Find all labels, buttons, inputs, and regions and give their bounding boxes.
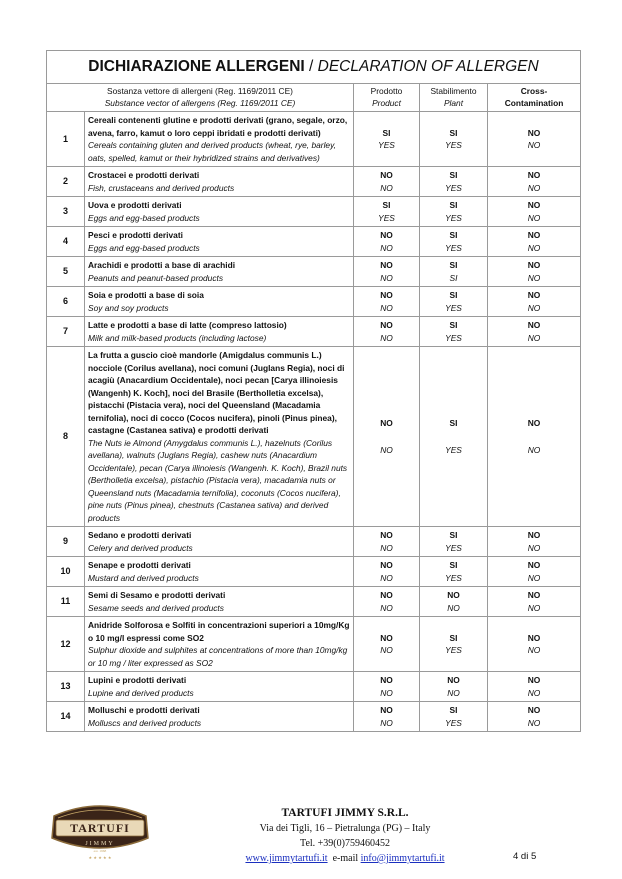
- row-number: 9: [47, 527, 85, 557]
- column-header-plant: [420, 84, 488, 112]
- company-footer: [200, 806, 490, 866]
- website-link[interactable]: www.jimmytartufi.it: [245, 853, 328, 864]
- product-value-it: NO: [380, 705, 393, 715]
- substance-header-en: Substance vector of allergens (Reg. 1169/2011 CE): [104, 97, 296, 108]
- plant-value-it: SI: [449, 290, 458, 300]
- plant-value-it: SI: [449, 260, 458, 270]
- product-value-it: SI: [382, 127, 391, 138]
- allergen-row: [47, 167, 581, 197]
- allergen-name-en: Soy and soy products: [88, 302, 169, 313]
- row-number: 3: [47, 197, 85, 227]
- plant-value-it: SI: [449, 230, 458, 240]
- cross-value: [488, 317, 581, 347]
- cross-value-en: NO: [527, 212, 541, 223]
- plant-value-en: YES: [445, 242, 462, 253]
- plant-value-it: SI: [449, 127, 458, 138]
- plant-value: [420, 702, 488, 732]
- product-value-en: NO: [380, 302, 393, 313]
- cross-value-it: NO: [527, 705, 541, 715]
- cross-value-en: NO: [527, 444, 541, 455]
- product-value: [354, 317, 420, 347]
- product-value: [354, 197, 420, 227]
- allergen-name-it: Uova e prodotti derivati: [88, 200, 182, 210]
- allergen-description: [85, 617, 354, 672]
- allergen-description: [85, 227, 354, 257]
- row-number: 4: [47, 227, 85, 257]
- plant-value-en: YES: [445, 542, 462, 553]
- plant-header-it: Stabilimento: [430, 86, 477, 96]
- cross-value-it: NO: [527, 590, 541, 600]
- product-value: [354, 527, 420, 557]
- cross-value: [488, 672, 581, 702]
- plant-value: [420, 167, 488, 197]
- plant-value-en: YES: [445, 212, 462, 223]
- allergen-name-it: Crostacei e prodotti derivati: [88, 170, 200, 180]
- allergen-row: [47, 587, 581, 617]
- cross-value: [488, 167, 581, 197]
- allergen-row: [47, 672, 581, 702]
- column-header-substance: [47, 84, 354, 112]
- plant-value-it: SI: [449, 170, 458, 180]
- allergen-name-en: Eggs and egg-based products: [88, 242, 200, 253]
- allergen-name-it: Sedano e prodotti derivati: [88, 530, 192, 540]
- plant-value: [420, 672, 488, 702]
- allergen-row: [47, 702, 581, 732]
- plant-value-en: YES: [445, 444, 462, 455]
- row-number: 1: [47, 112, 85, 167]
- product-value-en: NO: [380, 717, 393, 728]
- product-value: [354, 287, 420, 317]
- allergen-description: [85, 317, 354, 347]
- product-value-en: NO: [380, 444, 393, 455]
- product-value: [354, 617, 420, 672]
- company-phone: Tel. +39(0)759460452: [300, 838, 390, 849]
- plant-value: [420, 197, 488, 227]
- product-value-en: NO: [380, 687, 393, 698]
- product-value: [354, 167, 420, 197]
- allergen-name-en: Molluscs and derived products: [88, 717, 202, 728]
- plant-value-it: SI: [449, 320, 458, 330]
- cross-value: [488, 527, 581, 557]
- product-value-en: NO: [380, 182, 393, 193]
- header-row: [47, 84, 581, 112]
- product-value-it: NO: [380, 632, 393, 643]
- logo-brand-text: TARTUFI: [70, 821, 130, 835]
- cross-value-it: NO: [527, 560, 541, 570]
- row-number: 14: [47, 702, 85, 732]
- allergen-name-it: Soia e prodotti a base di soia: [88, 290, 204, 300]
- cross-value-en: NO: [527, 302, 541, 313]
- substance-header-it: Sostanza vettore di allergeni (Reg. 1169/2011 CE): [107, 86, 293, 96]
- plant-value: [420, 617, 488, 672]
- allergen-name-it: Anidride Solforosa e Solfiti in concentrazioni superiori a 10mg/Kg o 10 mg/l espressi come SO2: [88, 620, 350, 643]
- cross-value-it: NO: [527, 260, 541, 270]
- product-value-it: NO: [380, 260, 393, 270]
- title-english: DECLARATION OF ALLERGEN: [317, 57, 539, 75]
- cross-value-en: NO: [527, 717, 541, 728]
- row-number: 8: [47, 347, 85, 527]
- allergen-name-en: Lupine and derived products: [88, 687, 194, 698]
- plant-value-en: YES: [445, 332, 462, 343]
- product-value-it: NO: [380, 418, 393, 428]
- company-contacts: [200, 851, 490, 866]
- plant-value-it: SI: [449, 705, 458, 715]
- allergen-row: [47, 197, 581, 227]
- cross-value-it: NO: [527, 170, 541, 180]
- allergen-name-it: Molluschi e prodotti derivati: [88, 705, 200, 715]
- product-value: [354, 227, 420, 257]
- allergen-name-it: Senape e prodotti derivati: [88, 560, 191, 570]
- allergen-name-it: Cereali contenenti glutine e prodotti derivati (grano, segale, orzo, avena, farro, kamut o loro ceppi ibridati e prodotti derivati): [88, 115, 348, 138]
- cross-value-en: NO: [527, 687, 541, 698]
- product-header-en: Product: [372, 97, 401, 108]
- allergen-name-it: Arachidi e prodotti a base di arachidi: [88, 260, 236, 270]
- cross-value-it: NO: [527, 632, 541, 643]
- plant-value-it: NO: [447, 675, 460, 685]
- cross-value: [488, 112, 581, 167]
- plant-value: [420, 587, 488, 617]
- product-value-en: NO: [380, 602, 393, 613]
- plant-value: [420, 227, 488, 257]
- plant-value-it: SI: [449, 632, 458, 643]
- cross-header-line1: Cross-: [520, 86, 548, 96]
- allergen-table: [46, 50, 581, 732]
- product-value: [354, 112, 420, 167]
- column-header-cross: [488, 84, 581, 112]
- allergen-name-it: Semi di Sesamo e prodotti derivati: [88, 590, 226, 600]
- cross-value-en: NO: [527, 182, 541, 193]
- product-value-en: NO: [380, 645, 393, 655]
- allergen-name-en: Sulphur dioxide and sulphites at concentrations of more than 10mg/kg or 10 mg / liter expressed as SO2: [88, 645, 348, 668]
- plant-header-en: Plant: [443, 97, 464, 108]
- logo-est-text: est. 1968: [93, 849, 107, 853]
- allergen-description: [85, 167, 354, 197]
- plant-value: [420, 112, 488, 167]
- allergen-rows: [47, 112, 581, 732]
- plant-value-en: YES: [445, 645, 462, 655]
- allergen-name-it: Pesci e prodotti derivati: [88, 230, 183, 240]
- cross-value-en: NO: [527, 542, 541, 553]
- product-value-en: NO: [380, 242, 393, 253]
- plant-value: [420, 317, 488, 347]
- allergen-name-en: Sesame seeds and derived products: [88, 602, 224, 613]
- product-value-it: NO: [380, 530, 393, 540]
- cross-value: [488, 587, 581, 617]
- document-title: [47, 51, 581, 84]
- allergen-name-it: Latte e prodotti a base di latte (compreso lattosio): [88, 320, 287, 330]
- plant-value-it: SI: [449, 418, 458, 428]
- product-value-it: NO: [380, 590, 393, 600]
- row-number: 11: [47, 587, 85, 617]
- product-value: [354, 557, 420, 587]
- allergen-description: [85, 347, 354, 527]
- cross-value: [488, 617, 581, 672]
- product-value-en: NO: [380, 542, 393, 553]
- logo-sub-text: JIMMY: [85, 841, 115, 847]
- product-value-it: NO: [380, 170, 393, 180]
- cross-value-en: NO: [527, 645, 541, 655]
- title-italian: DICHIARAZIONE ALLERGENI: [88, 57, 305, 75]
- cross-header-line2: Contamination: [504, 97, 564, 108]
- row-number: 6: [47, 287, 85, 317]
- cross-value: [488, 257, 581, 287]
- email-link[interactable]: info@jimmytartufi.it: [360, 853, 445, 864]
- allergen-description: [85, 702, 354, 732]
- cross-value: [488, 347, 581, 527]
- plant-value-it: SI: [449, 200, 458, 210]
- product-value-en: NO: [380, 332, 393, 343]
- allergen-description: [85, 527, 354, 557]
- product-value-it: NO: [380, 290, 393, 300]
- row-number: 7: [47, 317, 85, 347]
- product-value-it: NO: [380, 675, 393, 685]
- allergen-row: [47, 257, 581, 287]
- allergen-description: [85, 112, 354, 167]
- product-value: [354, 347, 420, 527]
- cross-value: [488, 227, 581, 257]
- cross-value: [488, 287, 581, 317]
- allergen-description: [85, 257, 354, 287]
- product-value-it: SI: [382, 200, 391, 210]
- cross-value-it: NO: [527, 290, 541, 300]
- row-number: 2: [47, 167, 85, 197]
- product-value-en: YES: [378, 140, 395, 150]
- cross-value-en: NO: [527, 332, 541, 343]
- cross-value-en: NO: [527, 140, 541, 150]
- product-value-en: NO: [380, 572, 393, 583]
- plant-value-en: SI: [449, 272, 458, 283]
- cross-value-it: NO: [527, 127, 541, 138]
- allergen-row: [47, 557, 581, 587]
- plant-value-en: YES: [445, 140, 462, 150]
- email-label: e-mail: [332, 853, 359, 864]
- product-value: [354, 702, 420, 732]
- allergen-row: [47, 317, 581, 347]
- allergen-description: [85, 672, 354, 702]
- plant-value-it: NO: [447, 590, 460, 600]
- title-separator: /: [304, 57, 318, 75]
- allergen-name-it: Lupini e prodotti derivati: [88, 675, 187, 685]
- allergen-name-en: Milk and milk-based products (including lactose): [88, 332, 267, 343]
- cross-value-it: NO: [527, 200, 541, 210]
- product-header-it: Prodotto: [370, 86, 403, 96]
- product-value-it: NO: [380, 230, 393, 240]
- product-value: [354, 257, 420, 287]
- allergen-name-it: La frutta a guscio cioè mandorle (Amigdalus communis L.) nocciole (Corilus avellana), noci comuni (Juglans Regia), noci di acagiù (Anacardium Occidentale), noci pecan [Carya illinoiesis (Wangenh) K. Koch], noci del Brasile (Bertholletia excelsa), pistacchi (Pistacia vera), noci del Queensland (Macadamia ternifolia), noci di cocco (Cocos nucifera), pinoli (Pinus pinea), castagne (Castanea sativa) e prodotti derivati: [88, 350, 345, 435]
- plant-value: [420, 287, 488, 317]
- product-value: [354, 672, 420, 702]
- cross-value: [488, 557, 581, 587]
- plant-value-en: YES: [445, 717, 462, 728]
- allergen-name-en: The Nuts ie Almond (Amygdalus communis L.), hazelnuts (Corilus avellana), walnuts (Juglans Regia), cashew nuts (Anacardium Occidentale), pecan (Carya illinoiesis (Wangenh. K. Koch), Brazil nuts (Bertholletia excelsa), pistachio (Pistacia vera), macadamia nuts or Queensland nuts (Macadamia ternifolia), coconuts (Cocos nucifera), pine nuts (Pinus pinea), chestnuts (Castanea sativa) and derived products: [88, 437, 348, 523]
- allergen-row: [47, 617, 581, 672]
- allergen-row: [47, 227, 581, 257]
- cross-value: [488, 702, 581, 732]
- cross-value: [488, 197, 581, 227]
- allergen-name-en: Eggs and egg-based products: [88, 212, 200, 223]
- plant-value-en: NO: [447, 687, 460, 698]
- plant-value: [420, 527, 488, 557]
- allergen-row: [47, 112, 581, 167]
- allergen-name-en: Cereals containing gluten and derived products (wheat, rye, barley, oats, spelled, kamut or their hybridized strains and derivatives): [88, 140, 336, 163]
- allergen-name-en: Celery and derived products: [88, 542, 193, 553]
- product-value: [354, 587, 420, 617]
- plant-value-en: YES: [445, 182, 462, 193]
- cross-value-it: NO: [527, 418, 541, 428]
- allergen-description: [85, 287, 354, 317]
- plant-value: [420, 347, 488, 527]
- allergen-row: [47, 287, 581, 317]
- company-name: TARTUFI JIMMY S.R.L.: [281, 807, 409, 819]
- row-number: 5: [47, 257, 85, 287]
- cross-value-en: NO: [527, 602, 541, 613]
- plant-value: [420, 557, 488, 587]
- title-row: [47, 51, 581, 84]
- allergen-name-en: Fish, crustaceans and derived products: [88, 182, 235, 193]
- cross-value-it: NO: [527, 230, 541, 240]
- allergen-name-en: Mustard and derived products: [88, 572, 199, 583]
- row-number: 10: [47, 557, 85, 587]
- logo-stars: ★ ★ ★ ★ ★: [88, 855, 112, 860]
- plant-value-it: SI: [449, 560, 458, 570]
- page-number: 4 di 5: [513, 851, 537, 862]
- product-value-en: NO: [380, 272, 393, 283]
- allergen-row: [47, 527, 581, 557]
- plant-value-en: NO: [447, 602, 460, 613]
- plant-value-en: YES: [445, 572, 462, 583]
- allergen-row: [47, 347, 581, 527]
- allergen-description: [85, 587, 354, 617]
- column-header-product: [354, 84, 420, 112]
- row-number: 13: [47, 672, 85, 702]
- row-number: 12: [47, 617, 85, 672]
- plant-value: [420, 257, 488, 287]
- company-address: Via dei Tigli, 16 – Pietralunga (PG) – Italy: [259, 823, 431, 834]
- cross-value-it: NO: [527, 530, 541, 540]
- cross-value-en: NO: [527, 242, 541, 253]
- product-value-en: YES: [378, 212, 395, 223]
- cross-value-it: NO: [527, 320, 541, 330]
- product-value-it: NO: [380, 320, 393, 330]
- allergen-name-en: Peanuts and peanut-based products: [88, 272, 224, 283]
- cross-value-it: NO: [527, 675, 541, 685]
- tartufi-jimmy-logo: [44, 798, 156, 860]
- plant-value-it: SI: [449, 530, 458, 540]
- plant-value-en: YES: [445, 302, 462, 313]
- cross-value-en: NO: [527, 272, 541, 283]
- allergen-description: [85, 557, 354, 587]
- allergen-description: [85, 197, 354, 227]
- cross-value-en: NO: [527, 572, 541, 583]
- product-value-it: NO: [380, 560, 393, 570]
